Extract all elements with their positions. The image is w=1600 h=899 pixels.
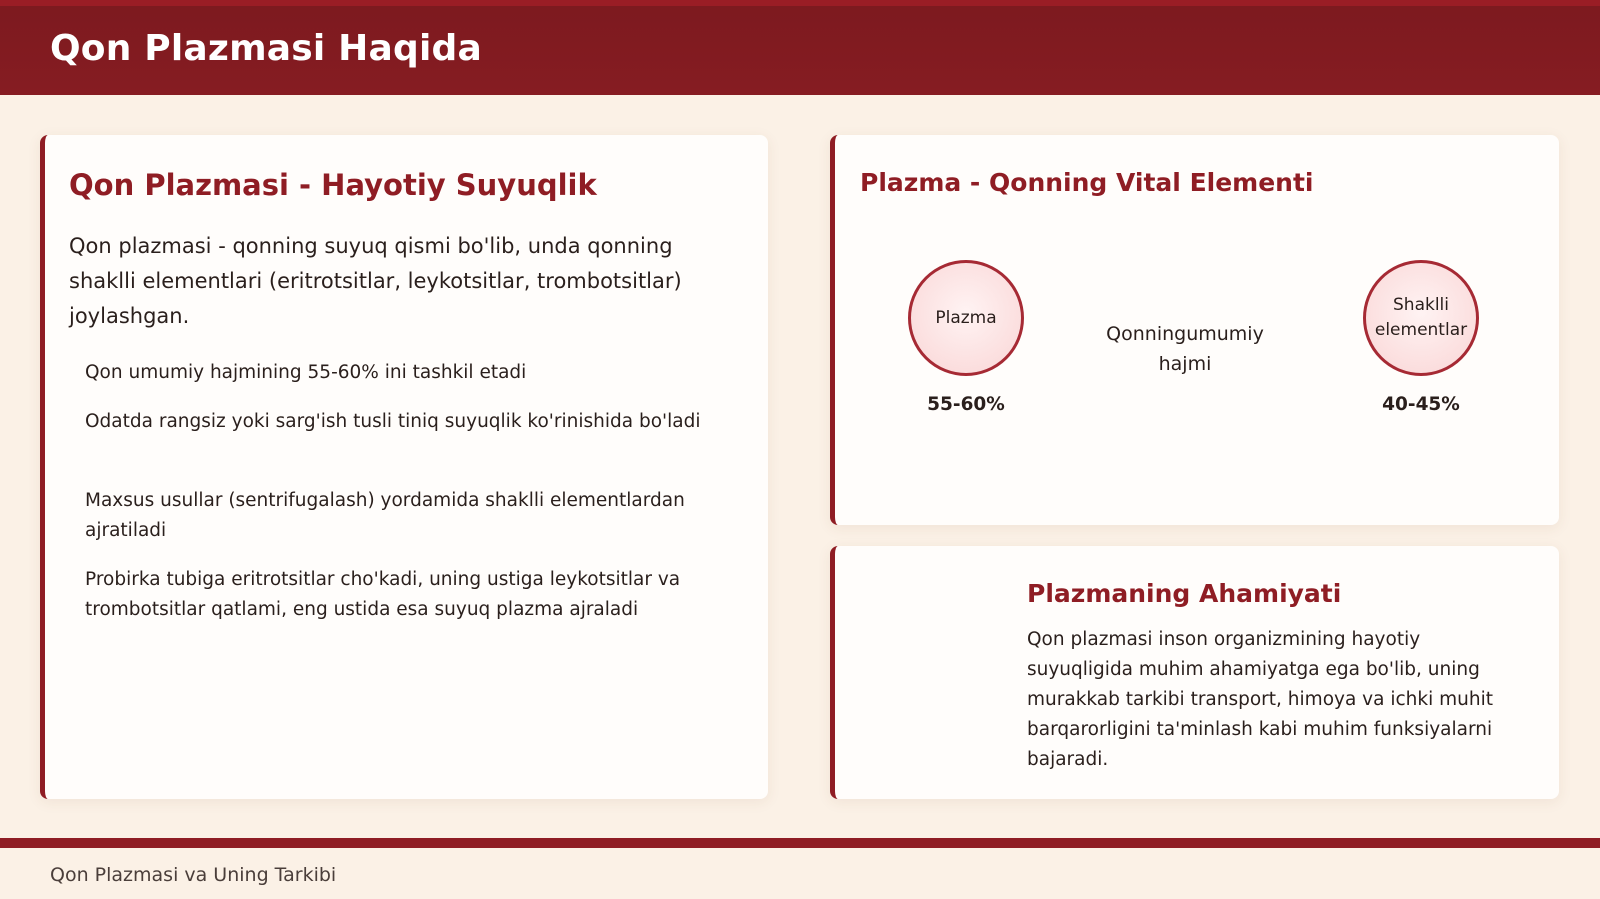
composition-card — [830, 135, 1559, 525]
formed-elements-label: Shaklli elementlar — [1374, 295, 1468, 340]
page-title: Qon Plazmasi Haqida — [50, 28, 482, 69]
plasma-percent: 55-60% — [927, 394, 1005, 415]
info-card-left — [40, 135, 768, 799]
formed-elements-percent: 40-45% — [1382, 394, 1460, 415]
total-volume-label: Qonningumumiy hajmi — [1106, 323, 1264, 375]
importance-card — [830, 546, 1559, 799]
importance-card-title: Plazmaning Ahamiyati — [1027, 579, 1342, 608]
left-card-intro: Qon plazmasi - qonning suyuq qismi bo'lib, unda qonning shaklli elementlari (eritrotsitlar, leykotsitlar, trombotsitlar) joylashgan. — [69, 234, 682, 328]
fact-item: Odatda rangsiz yoki sarg'ish tusli tiniq suyuqlik ko'rinishida bo'ladi — [85, 411, 701, 432]
formed-elements-circle — [1363, 260, 1479, 376]
importance-card-text: Qon plazmasi inson organizmining hayotiy suyuqligida muhim ahamiyatga ega bo'lib, uning murakkab tarkibi transport, himoya va ichki muhit barqarorligini ta'minlash kabi muhim funksiyalarni bajaradi. — [1027, 629, 1493, 770]
composition-card-title: Plazma - Qonning Vital Elementi — [860, 168, 1314, 197]
fact-item: Probirka tubiga eritrotsitlar cho'kadi, uning ustiga leykotsitlar va trombotsitlar qatlami, eng ustida esa suyuq plazma ajraladi — [85, 569, 681, 620]
plasma-circle — [908, 260, 1024, 376]
fact-item: Qon umumiy hajmining 55-60% ini tashkil etadi — [85, 362, 527, 383]
footer-divider — [0, 838, 1600, 848]
fact-item: Maxsus usullar (sentrifugalash) yordamida shaklli elementlardan ajratiladi — [85, 490, 685, 541]
footer-caption: Qon Plazmasi va Uning Tarkibi — [50, 864, 337, 886]
plasma-circle-label: Plazma — [935, 307, 997, 328]
header-bar — [0, 0, 1600, 95]
left-card-title: Qon Plazmasi - Hayotiy Suyuqlik — [69, 168, 597, 202]
